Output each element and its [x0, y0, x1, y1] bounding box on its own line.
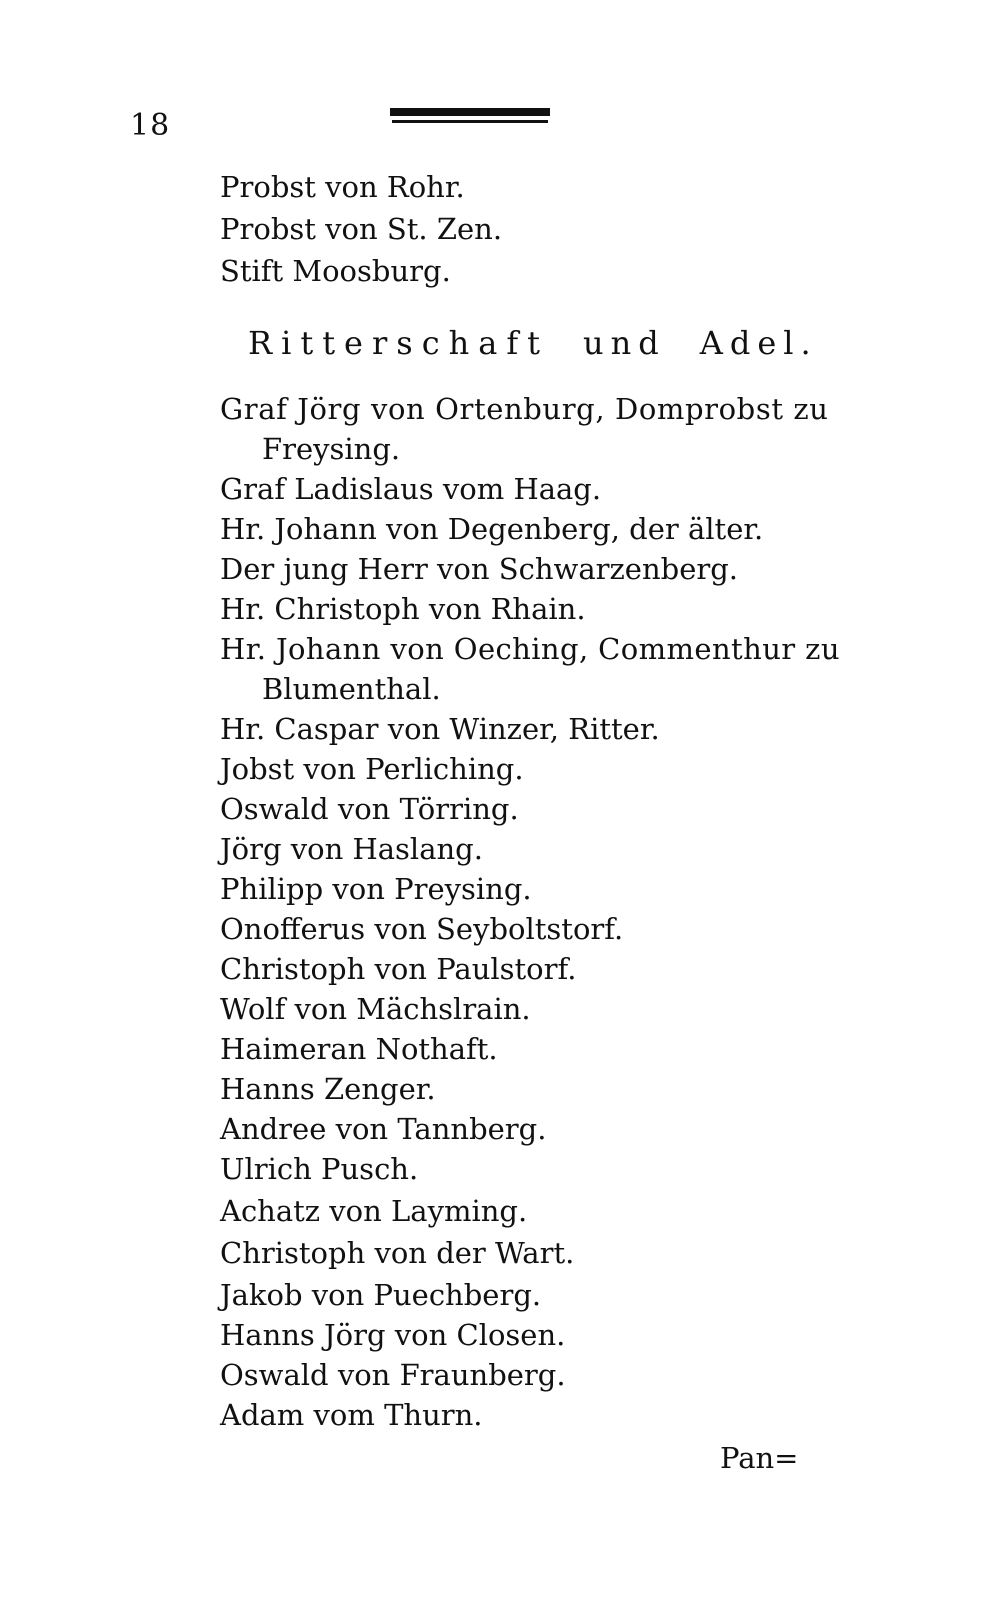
entry-line: Oswald von Fraunberg. — [220, 1358, 566, 1392]
entry-line: Jobst von Perliching. — [220, 752, 524, 786]
heading-word-ritterschaft: Ritterschaft — [248, 324, 550, 362]
entry-line-continuation: Blumenthal. — [262, 672, 441, 706]
catchword: Pan= — [720, 1441, 799, 1475]
entry-line: Graf Jörg von Ortenburg, Domprobst zu — [220, 392, 829, 426]
entry-line: Haimeran Nothaft. — [220, 1032, 498, 1066]
heading-word-adel: Adel. — [699, 324, 818, 362]
entry-line: Adam vom Thurn. — [220, 1398, 483, 1432]
header-rule — [390, 108, 550, 126]
entry-line: Philipp von Preysing. — [220, 872, 532, 906]
entry-line: Andree von Tannberg. — [220, 1112, 547, 1146]
entry-line: Oswald von Törring. — [220, 792, 519, 826]
entry-line: Hanns Jörg von Closen. — [220, 1318, 566, 1352]
entry-line: Jakob von Puechberg. — [220, 1278, 542, 1312]
intro-line: Stift Moosburg. — [220, 254, 451, 288]
page-number: 18 — [130, 108, 171, 143]
header-rule-thin — [392, 120, 548, 123]
entry-line: Jörg von Haslang. — [220, 832, 483, 866]
entry-line: Hr. Christoph von Rhain. — [220, 592, 586, 626]
entry-line: Hr. Johann von Degenberg, der älter. — [220, 512, 764, 546]
section-heading — [248, 324, 818, 362]
entry-line: Hr. Johann von Oeching, Commenthur zu — [220, 632, 840, 666]
intro-line: Probst von St. Zen. — [220, 212, 503, 246]
entry-line: Graf Ladislaus vom Haag. — [220, 472, 602, 506]
header-rule-thick — [390, 108, 550, 116]
intro-line: Probst von Rohr. — [220, 170, 465, 204]
entry-line: Hanns Zenger. — [220, 1072, 436, 1106]
entry-line: Hr. Caspar von Winzer, Ritter. — [220, 712, 660, 746]
entry-line: Wolf von Mächslrain. — [220, 992, 531, 1026]
entry-line: Der jung Herr von Schwarzenberg. — [220, 552, 739, 586]
entry-line: Achatz von Layming. — [220, 1194, 528, 1228]
entry-line: Onofferus von Seyboltstorf. — [220, 912, 624, 946]
entry-line: Christoph von Paulstorf. — [220, 952, 577, 986]
entry-line: Christoph von der Wart. — [220, 1236, 575, 1270]
entry-line-continuation: Freysing. — [262, 432, 401, 466]
entry-line: Ulrich Pusch. — [220, 1152, 419, 1186]
heading-word-und: und — [583, 324, 666, 362]
